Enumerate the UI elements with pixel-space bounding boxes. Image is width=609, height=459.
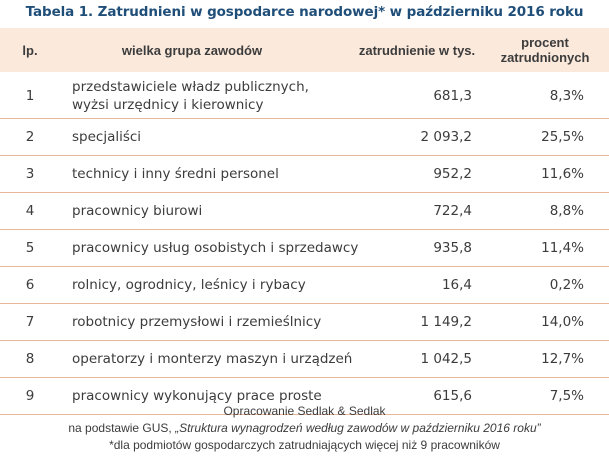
row-group: pracownicy wykonujący prace proste [72, 388, 322, 404]
row-percent: 7,5% [549, 388, 584, 404]
table-row [0, 156, 609, 193]
table-row [0, 267, 609, 304]
row-percent: 25,5% [541, 129, 584, 145]
table-row [0, 119, 609, 156]
row-group: operatorzy i monterzy maszyn i urządzeń [72, 351, 353, 367]
row-employment: 615,6 [433, 388, 472, 404]
row-lp: 1 [25, 88, 35, 104]
footer-basis [0, 420, 609, 437]
row-employment: 16,4 [441, 277, 472, 293]
header-employment: zatrudnienie w tys. [358, 42, 476, 58]
table-title: Tabela 1. Zatrudnieni w gospodarce narodowej* w październiku 2016 roku [25, 4, 584, 20]
row-group: pracownicy biurowi [72, 203, 203, 219]
header-group: wielka grupa zawodów [121, 42, 263, 58]
header-lp: lp. [22, 42, 38, 58]
row-group-line1: przedstawiciele władz publicznych, [72, 79, 309, 95]
row-percent: 11,6% [541, 166, 584, 182]
row-employment: 2 093,2 [420, 129, 472, 145]
table-row [0, 341, 609, 378]
table-header [0, 28, 609, 72]
row-lp: 2 [25, 129, 35, 145]
row-group: technicy i inny średni personel [72, 166, 279, 182]
table-footer [0, 403, 609, 454]
row-percent: 12,7% [541, 351, 584, 367]
table-row [0, 304, 609, 341]
table-row [0, 74, 609, 119]
row-percent: 8,8% [549, 203, 584, 219]
row-group: pracownicy usług osobistych i sprzedawcy [72, 240, 359, 256]
footer-basis-title: „Struktura wynagrodzeń według zawodów w październiku 2016 roku” [175, 421, 541, 435]
row-lp: 7 [25, 314, 35, 330]
row-group-line2: wyżsi urzędnicy i kierownicy [72, 97, 264, 113]
row-group [72, 74, 362, 118]
row-employment: 722,4 [433, 203, 472, 219]
row-lp: 8 [25, 351, 35, 367]
row-lp: 3 [25, 166, 35, 182]
footer-note: *dla podmiotów gospodarczych zatrudniających więcej niż 9 pracowników [109, 438, 500, 452]
row-group: specjaliści [72, 129, 142, 145]
row-percent: 8,3% [549, 88, 584, 104]
row-employment: 935,8 [433, 240, 472, 256]
row-employment: 1 149,2 [420, 314, 472, 330]
row-employment: 952,2 [433, 166, 472, 182]
row-percent: 11,4% [541, 240, 584, 256]
row-lp: 6 [25, 277, 35, 293]
footer-source: Opracowanie Sedlak & Sedlak [223, 404, 386, 418]
row-employment: 1 042,5 [420, 351, 472, 367]
header-percent-line1: procent [521, 35, 569, 50]
table-row [0, 193, 609, 230]
header-percent-line2: zatrudnionych [500, 50, 590, 65]
row-lp: 5 [25, 240, 35, 256]
row-group: robotnicy przemysłowi i rzemieślnicy [72, 314, 322, 330]
row-group: rolnicy, ogrodnicy, leśnicy i rybacy [72, 277, 306, 293]
row-lp: 9 [25, 388, 35, 404]
header-percent [490, 28, 600, 72]
row-lp: 4 [25, 203, 35, 219]
row-percent: 14,0% [541, 314, 584, 330]
table-row [0, 230, 609, 267]
row-employment: 681,3 [433, 88, 472, 104]
footer-basis-prefix: na podstawie GUS, [68, 421, 176, 435]
row-percent: 0,2% [549, 277, 584, 293]
